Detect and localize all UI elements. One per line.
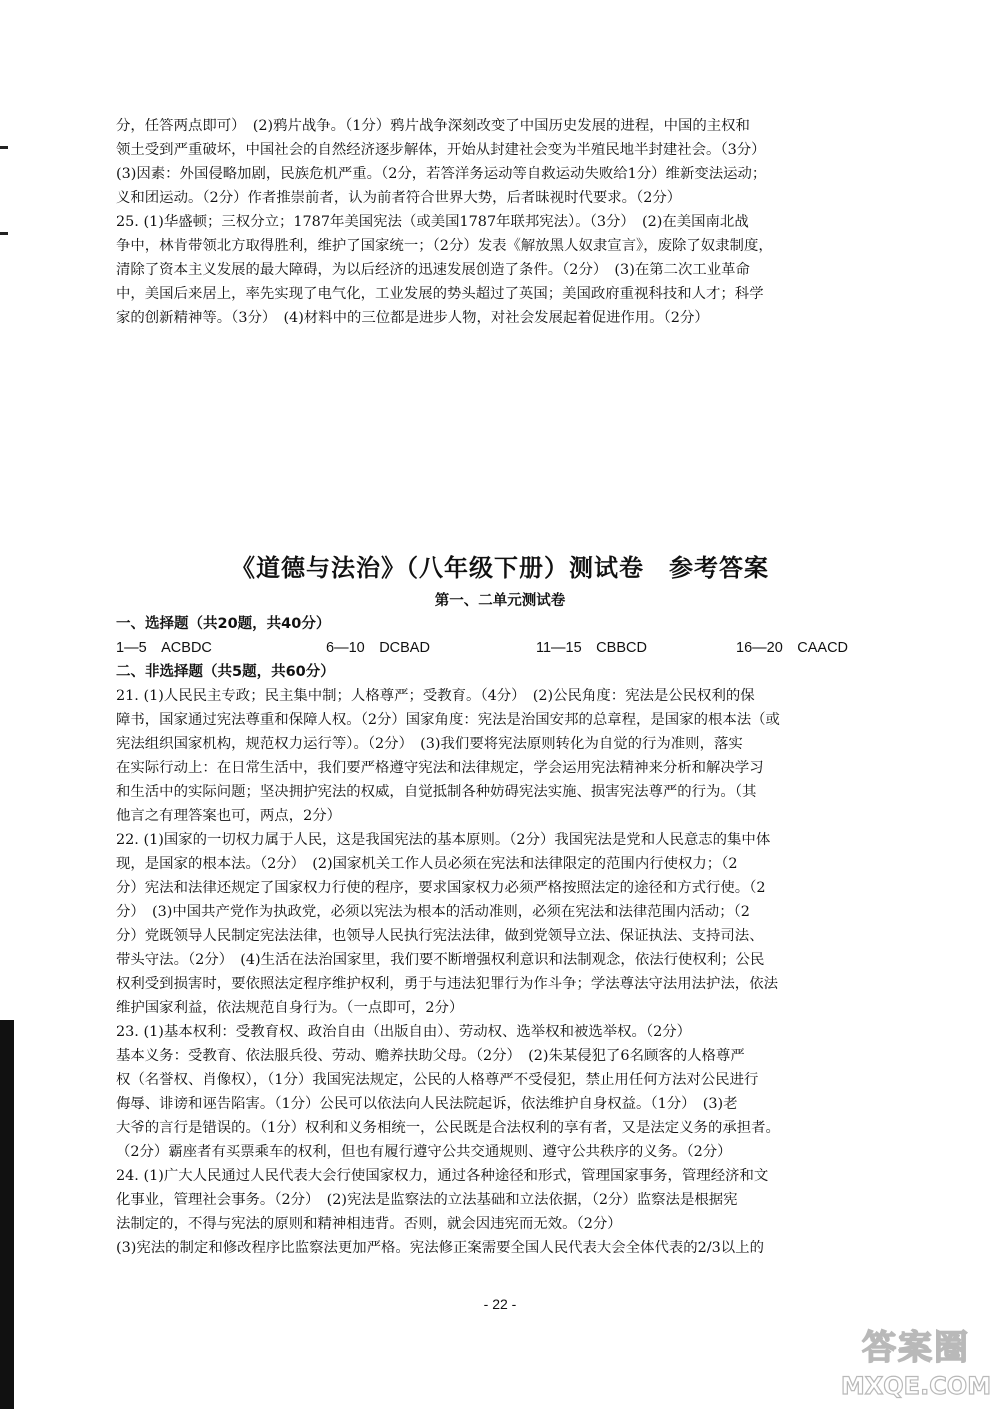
watermark-text: 答案圈 [862, 1328, 970, 1368]
text-line: 在实际行动上：在日常生活中，我们要严格遵守宪法和法律规定，学会运用宪法精神来分析和解决学习 [116, 760, 764, 776]
text-line: 现，是国家的根本法。（2分） (2)国家机关工作人员必须在宪法和法律限定的范围内行使权力；（2 [116, 856, 738, 872]
text-line: 清除了资本主义发展的最大障碍，为以后经济的迅速发展创造了条件。（2分） (3)在第二次工业革命 [116, 262, 750, 278]
watermark-domain: MXQE.COM [840, 1372, 992, 1400]
text-line: 带头守法。（2分） (4)生活在法治国家里，我们要不断增强权利意识和法制观念，依法行使权利；公民 [116, 952, 765, 968]
text-line: 化事业，管理社会事务。（2分） (2)宪法是监察法的立法基础和立法依据，（2分）监察法是根据宪 [116, 1192, 738, 1208]
text-line: 分）宪法和法律还规定了国家权力行使的程序，要求国家权力必须严格按照法定的途径和方式行使。（2 [116, 880, 766, 896]
text-line: 大爷的言行是错误的。（1分）权利和义务相统一，公民既是合法权利的享有者，又是法定义务的承担者。 [116, 1120, 780, 1136]
scan-mark [0, 232, 8, 235]
essay-answers [116, 684, 886, 1260]
section-heading: 一、选择题（共20题，共40分） [116, 616, 331, 632]
text-line: 21. (1)人民民主专政；民主集中制；人格尊严；受教育。（4分） (2)公民角度：宪法是公民权利的保 [116, 688, 755, 704]
document-subtitle: 第一、二单元测试卷 [434, 593, 566, 609]
text-line: 中，美国后来居上，率先实现了电气化，工业发展的势头超过了英国；美国政府重视科技和人才；科学 [116, 286, 764, 302]
text-line: 家的创新精神等。（3分） (4)材料中的三位都是进步人物，对社会发展起着促进作用。（2分） [116, 310, 709, 326]
section-heading: 二、非选择题（共5题，共60分） [116, 664, 335, 680]
text-line: 23. (1)基本权利：受教育权、政治自由（出版自由）、劳动权、选举权和被选举权。（2分） [116, 1024, 692, 1040]
answer-group: 6—10 DCBAD [326, 640, 430, 656]
text-line: 障书，国家通过宪法尊重和保障人权。（2分）国家角度：宪法是治国安邦的总章程，是国家的根本法（或 [116, 712, 780, 728]
text-line: 权利受到损害时，要依照法定程序维护权利，勇于与违法犯罪行为作斗争；学法尊法守法用法护法，依法 [116, 976, 778, 992]
text-line: 他言之有理答案也可，两点，2分） [116, 808, 342, 824]
answer-group: 11—15 CBBCD [536, 640, 647, 656]
text-line: 24. (1)广大人民通过人民代表大会行使国家权力，通过各种途径和形式，管理国家事务，管理经济和文 [116, 1168, 769, 1184]
text-line: 分）党既领导人民制定宪法法律，也领导人民执行宪法法律，做到党领导立法、保证执法、支持司法、 [116, 928, 764, 944]
text-line: 义和团运动。（2分）作者推崇前者，认为前者符合世界大势，后者昧视时代要求。（2分） [116, 190, 682, 206]
text-line: 基本义务：受教育、依法服兵役、劳动、赡养扶助父母。（2分） (2)朱某侵犯了6名顾客的人格尊严 [116, 1048, 745, 1064]
scan-mark [0, 146, 8, 149]
text-line: 争中，林肯带领北方取得胜利，维护了国家统一；（2分）发表《解放黑人奴隶宣言》，废除了奴隶制度， [116, 238, 773, 254]
page-number: - 22 - [483, 1296, 517, 1312]
answer-group: 1—5 ACBDC [116, 640, 212, 656]
text-line: 分，任答两点即可） (2)鸦片战争。（1分）鸦片战争深刻改变了中国历史发展的进程，中国的主权和 [116, 118, 750, 134]
text-line: 侮辱、诽谤和诬告陷害。（1分）公民可以依法向人民法院起诉，依法维护自身权益。（1分） (3)老 [116, 1096, 738, 1112]
previous-answers-block [116, 114, 886, 330]
text-line: 权（名誉权、肖像权），（1分）我国宪法规定，公民的人格尊严不受侵犯，禁止用任何方法对公民进行 [116, 1072, 759, 1088]
text-line: (3)因素：外国侵略加剧，民族危机严重。（2分，若答洋务运动等自救运动失败给1分）维新变法运动； [116, 166, 767, 182]
text-line: 领土受到严重破坏，中国社会的自然经济逐步解体，开始从封建社会变为半殖民地半封建社会。（3分） [116, 142, 766, 158]
text-line: 分） (3)中国共产党作为执政党，必须以宪法为根本的活动准则，必须在宪法和法律范围内活动；（2 [116, 904, 750, 920]
multiple-choice-answers [116, 636, 886, 660]
text-line: 25. (1)华盛顿；三权分立；1787年美国宪法（或美国1787年联邦宪法）。（3分） (2)在美国南北战 [116, 214, 749, 230]
answer-key-block [116, 612, 886, 1260]
text-line: 维护国家利益，依法规范自身行为。（一点即可，2分） [116, 1000, 464, 1016]
text-line: 和生活中的实际问题；坚决拥护宪法的权威，自觉抵制各种妨碍宪法实施、损害宪法尊严的行为。（其 [116, 784, 757, 800]
scan-edge-shadow [0, 1020, 14, 1409]
answer-group: 16—20 CAACD [736, 640, 849, 656]
text-line: (3)宪法的制定和修改程序比监察法更加严格。宪法修正案需要全国人民代表大会全体代表的2/3以上的 [116, 1240, 764, 1256]
document-title: 《道德与法治》（八年级下册）测试卷 参考答案 [231, 554, 769, 582]
watermark-logo [836, 1320, 996, 1406]
text-line: 法制定的，不得与宪法的原则和精神相违背。否则，就会因违宪而无效。（2分） [116, 1216, 622, 1232]
text-line: 22. (1)国家的一切权力属于人民，这是我国宪法的基本原则。（2分）我国宪法是党和人民意志的集中体 [116, 832, 771, 848]
text-line: 宪法组织国家机构，规范权力运行等）。（2分） (3)我们要将宪法原则转化为自觉的行为准则，落实 [116, 736, 743, 752]
text-line: （2分）霸座者有买票乘车的权利，但也有履行遵守公共交通规则、遵守公共秩序的义务。（2分） [116, 1144, 732, 1160]
